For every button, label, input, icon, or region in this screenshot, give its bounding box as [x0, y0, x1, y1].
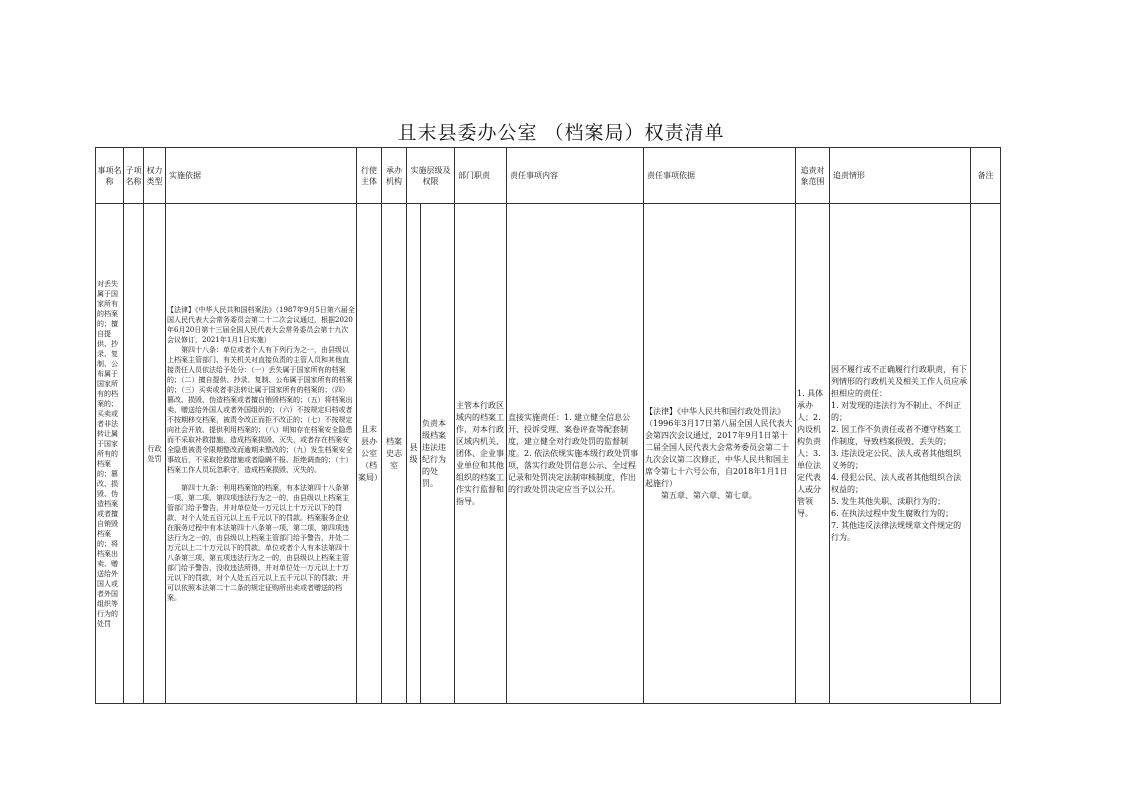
- header-row: [96, 148, 1001, 204]
- responsibility-basis-text: 【法律】《中华人民共和国行政处罚法》（1996年3月17日第八届全国人民代表大会第四次会议通过，2017年9月1日第十二届全国人民代表大会常务委员会第二十九次会议第二次修正，中华人民共和国主席令第七十六号公布，自2018年1月1日起施行）: [645, 406, 793, 488]
- cell-sub-item-name: [124, 204, 144, 704]
- cell-item-name: 对丢失属于国家所有的档案的；擅自提供、抄录、复制、公布属于国家所有的档案的；买卖或者非法转让属于国家所有的档案的；篡改、损毁、伪造档案或者擅自销毁档案的；将档案出卖、赠送给外国人或者外国组织等行为的处罚: [96, 204, 124, 704]
- header-power-type: 权力类型: [144, 148, 166, 204]
- header-responsibility-basis: 责任事项依据: [644, 148, 796, 204]
- header-subject: 行使主体: [357, 148, 382, 204]
- header-accountability-cases: 追责情形: [830, 148, 971, 204]
- accountability-case-line: 5. 发生其他失职、渎职行为的；: [831, 496, 946, 506]
- cell-authority: 负责本级档案违法违纪行为的处罚。: [421, 204, 455, 704]
- basis-article-49: 第四十九条：利用档案馆的档案，有本法第四十八条第一项、第二项、第四项违法行为之一的，由县级以上档案主管部门给予警告，并对单位处一万元以上十万元以下的罚款，对个人处五百元以上五千元以下的罚款。档案服务企业在服务过程中有本法第四十八条第一项、第二项、第四项违法行为之一的，由县级以上档案主管部门给予警告，并处二万元以上二十万元以下的罚款。单位或者个人有本法第四十八条第三项、第五项违法行为之一的，由县级以上档案主管部门给予警告，没收违法所得，并对单位处一万元以上十万元以下的罚款，对个人处五百元以上五千元以下的罚款；并可以依照本法第二十二条的规定征购所出卖或者赠送的档案。: [167, 483, 349, 602]
- cell-undertaking-org: 档案史志室: [382, 204, 407, 704]
- header-dept-duty: 部门职责: [455, 148, 507, 204]
- header-sub-item-name: 子项名称: [124, 148, 144, 204]
- cell-dept-duty: 主管本行政区域内的档案工作，对本行政区域内机关、团体、企业事业单位和其他组织的档案工作实行监督和指导。: [455, 204, 507, 704]
- cell-accountability-cases: [830, 204, 971, 704]
- accountability-case-line: 因不履行或不正确履行行政职责，有下列情形的行政机关及相关工作人员应承担相应的责任：: [831, 364, 967, 398]
- cell-basis: [166, 204, 357, 704]
- cell-remarks: [971, 204, 1001, 704]
- accountability-case-line: 1. 对发现的违法行为不制止、不纠正的；: [831, 400, 962, 422]
- accountability-case-line: 6. 在执法过程中发生腐败行为的；: [831, 508, 954, 518]
- header-remarks: 备注: [971, 148, 1001, 204]
- table-row: [96, 204, 1001, 704]
- accountability-case-line: 4. 侵犯公民、法人或者其他组织合法权益的；: [831, 472, 962, 494]
- cell-power-type: 行政处罚: [144, 204, 166, 704]
- cell-responsibility-content: 直接实施责任：1. 建立健全信息公开、投诉受理、案卷评查等配套制度，建立健全对行政处罚的监督制度。2. 依法依规实施本级行政处罚事项，落实行政处罚信息公示、全过程记录和处罚决定法制审核制度，作出的行政处罚决定应当予以公开。: [507, 204, 644, 704]
- responsibility-table: [95, 147, 1001, 704]
- basis-article-48: 第四十八条：单位或者个人有下列行为之一，由县级以上档案主管部门、有关机关对直接负责的主管人员和其他直接责任人员依法给予处分：（一）丢失属于国家所有的档案的；（二）擅自提供、抄录、复制、公布属于国家所有的档案的；（三）买卖或者非法转让属于国家所有的档案的；（四）篡改、损毁、伪造档案或者擅自销毁档案的；（五）将档案出卖、赠送给外国人或者外国组织的；（六）不按规定归档或者不按期移交档案，被责令改正而拒不改正的；（七）不按规定向社会开放、提供利用档案的；（八）明知存在档案安全隐患而不采取补救措施，造成档案损毁、灭失，或者存在档案安全隐患被责令限期整改而逾期未整改的；（九）发生档案安全事故后，不采取抢救措施或者隐瞒不报、拒绝调查的；（十）档案工作人员玩忽职守，造成档案损毁、灭失的。: [167, 345, 353, 474]
- cell-level: 县级: [407, 204, 421, 704]
- responsibility-basis-articles: 第五章、第六章、第七章。: [661, 490, 757, 500]
- cell-responsibility-basis: [644, 204, 796, 704]
- cell-subject: 且末县办公室（档案局）: [357, 204, 382, 704]
- accountability-case-line: 7. 其他违反法律法规规章文件规定的行为。: [831, 520, 962, 542]
- cell-accountability-scope: 1. 具体承办人；2. 内设机构负责人；3. 单位法定代表人或分管领导。: [796, 204, 830, 704]
- header-item-name: 事项名称: [96, 148, 124, 204]
- page-title: 且末县委办公室 （档案局）权责清单: [397, 122, 725, 144]
- header-basis: 实施依据: [166, 148, 357, 204]
- header-responsibility-content: 责任事项内容: [507, 148, 644, 204]
- header-accountability-scope: 追责对象范围: [796, 148, 830, 204]
- basis-intro: 【法律】《中华人民共和国档案法》（1987年9月5日第六届全国人民代表大会常务委员会第二十二次会议通过，根据2020年6月20日第十三届全国人民代表大会常务委员会第十九次会议修订，2021年1月1日实施）: [167, 305, 355, 344]
- header-level-authority: 实施层级及权限: [407, 148, 455, 204]
- header-undertaking-org: 承办机构: [382, 148, 407, 204]
- accountability-case-line: 2. 因工作不负责任或者不遵守档案工作制度，导致档案损毁、丢失的；: [831, 424, 962, 446]
- accountability-case-line: 3. 违法设定公民、法人或者其他组织义务的；: [831, 448, 962, 470]
